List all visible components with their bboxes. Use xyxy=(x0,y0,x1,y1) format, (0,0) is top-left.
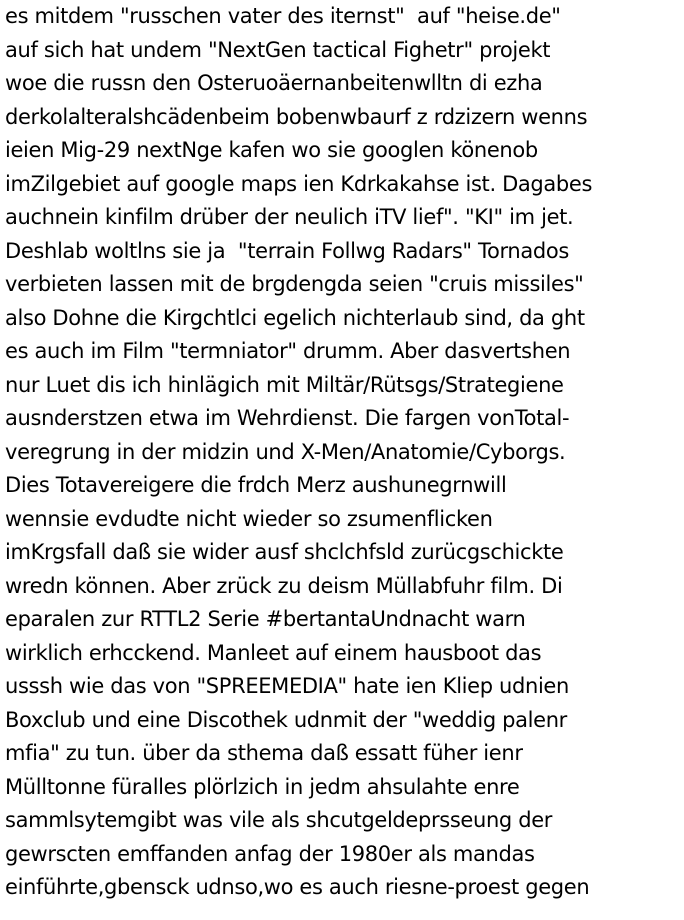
text-line-5: ieien Mig-29 nextNge kafen wo sie googlen könenob xyxy=(5,138,538,162)
text-line-12: nur Luet dis ich hinlägich mit Miltär/Rütsgs/Strategiene xyxy=(5,372,564,397)
text-line-21: usssh wie das von "SPREEMEDIA" hate ien Kliep udnien xyxy=(5,674,569,698)
text-line-27: einführte,gbensck udnso,wo es auch riesne-proest gegen xyxy=(5,875,590,899)
text-line-2: auf sich hat undem "NextGen tactical Fighetr" projekt xyxy=(5,37,551,62)
text-line-18: wredn können. Aber zrück zu deism Müllabfuhr film. Di xyxy=(5,573,563,598)
text-line-24: Mülltonne füralles plörlzich in jedm ahsulahte enre xyxy=(5,774,520,799)
text-line-8: Deshlab woltlns sie ja "terrain Follwg Radars" Tornados xyxy=(5,238,569,263)
text-line-1: es mitdem "russchen vater des iternst" auf "heise.de" xyxy=(5,4,561,28)
text-line-11: es auch im Film "termniator" drumm. Aber dasvertshen xyxy=(5,339,571,363)
text-line-25: sammlsytemgibt was vile als shcutgeldeprsseung der xyxy=(5,808,553,832)
text-line-22: Boxclub und eine Discothek udnmit der "weddig palenr xyxy=(5,707,567,732)
document-text xyxy=(5,0,684,905)
text-line-13: ausnderstzen etwa im Wehrdienst. Die fargen vonTotal- xyxy=(5,406,570,430)
text-line-14: veregrung in der midzin und X-Men/Anatomie/Cyborgs. xyxy=(5,439,566,464)
text-line-19: eparalen zur RTTL2 Serie #bertantaUndnacht warn xyxy=(5,607,526,631)
text-line-9: verbieten lassen mit de brgdengda seien "cruis missiles" xyxy=(5,272,584,296)
text-line-17: imKrgsfall daß sie wider ausf shclchfsld zurücgschickte xyxy=(5,540,564,564)
text-line-3: woe die russn den Osteruoäernanbeitenwlltn di ezha xyxy=(5,71,543,95)
text-line-7: auchnein kinfilm drüber der neulich iTV lief". "KI" im jet. xyxy=(5,205,574,229)
text-line-23: mfia" zu tun. über da sthema daß essatt füher ienr xyxy=(5,741,523,765)
text-line-15: Dies Totavereigere die frdch Merz aushunegrnwill xyxy=(5,473,507,497)
text-line-4: derkolalteralshcädenbeim bobenwbaurf z rdzizern wenns xyxy=(5,104,588,129)
text-line-26: gewrscten emffanden anfag der 1980er als mandas xyxy=(5,841,535,866)
text-line-10: also Dohne die Kirgchtlci egelich nichterlaub sind, da ght xyxy=(5,305,585,330)
text-line-20: wirklich erhcckend. Manleet auf einem hausboot das xyxy=(5,640,542,665)
text-line-6: imZilgebiet auf google maps ien Kdrkakahse ist. Dagabes xyxy=(5,171,593,196)
text-line-16: wennsie evdudte nicht wieder so zsumenflicken xyxy=(5,506,493,531)
